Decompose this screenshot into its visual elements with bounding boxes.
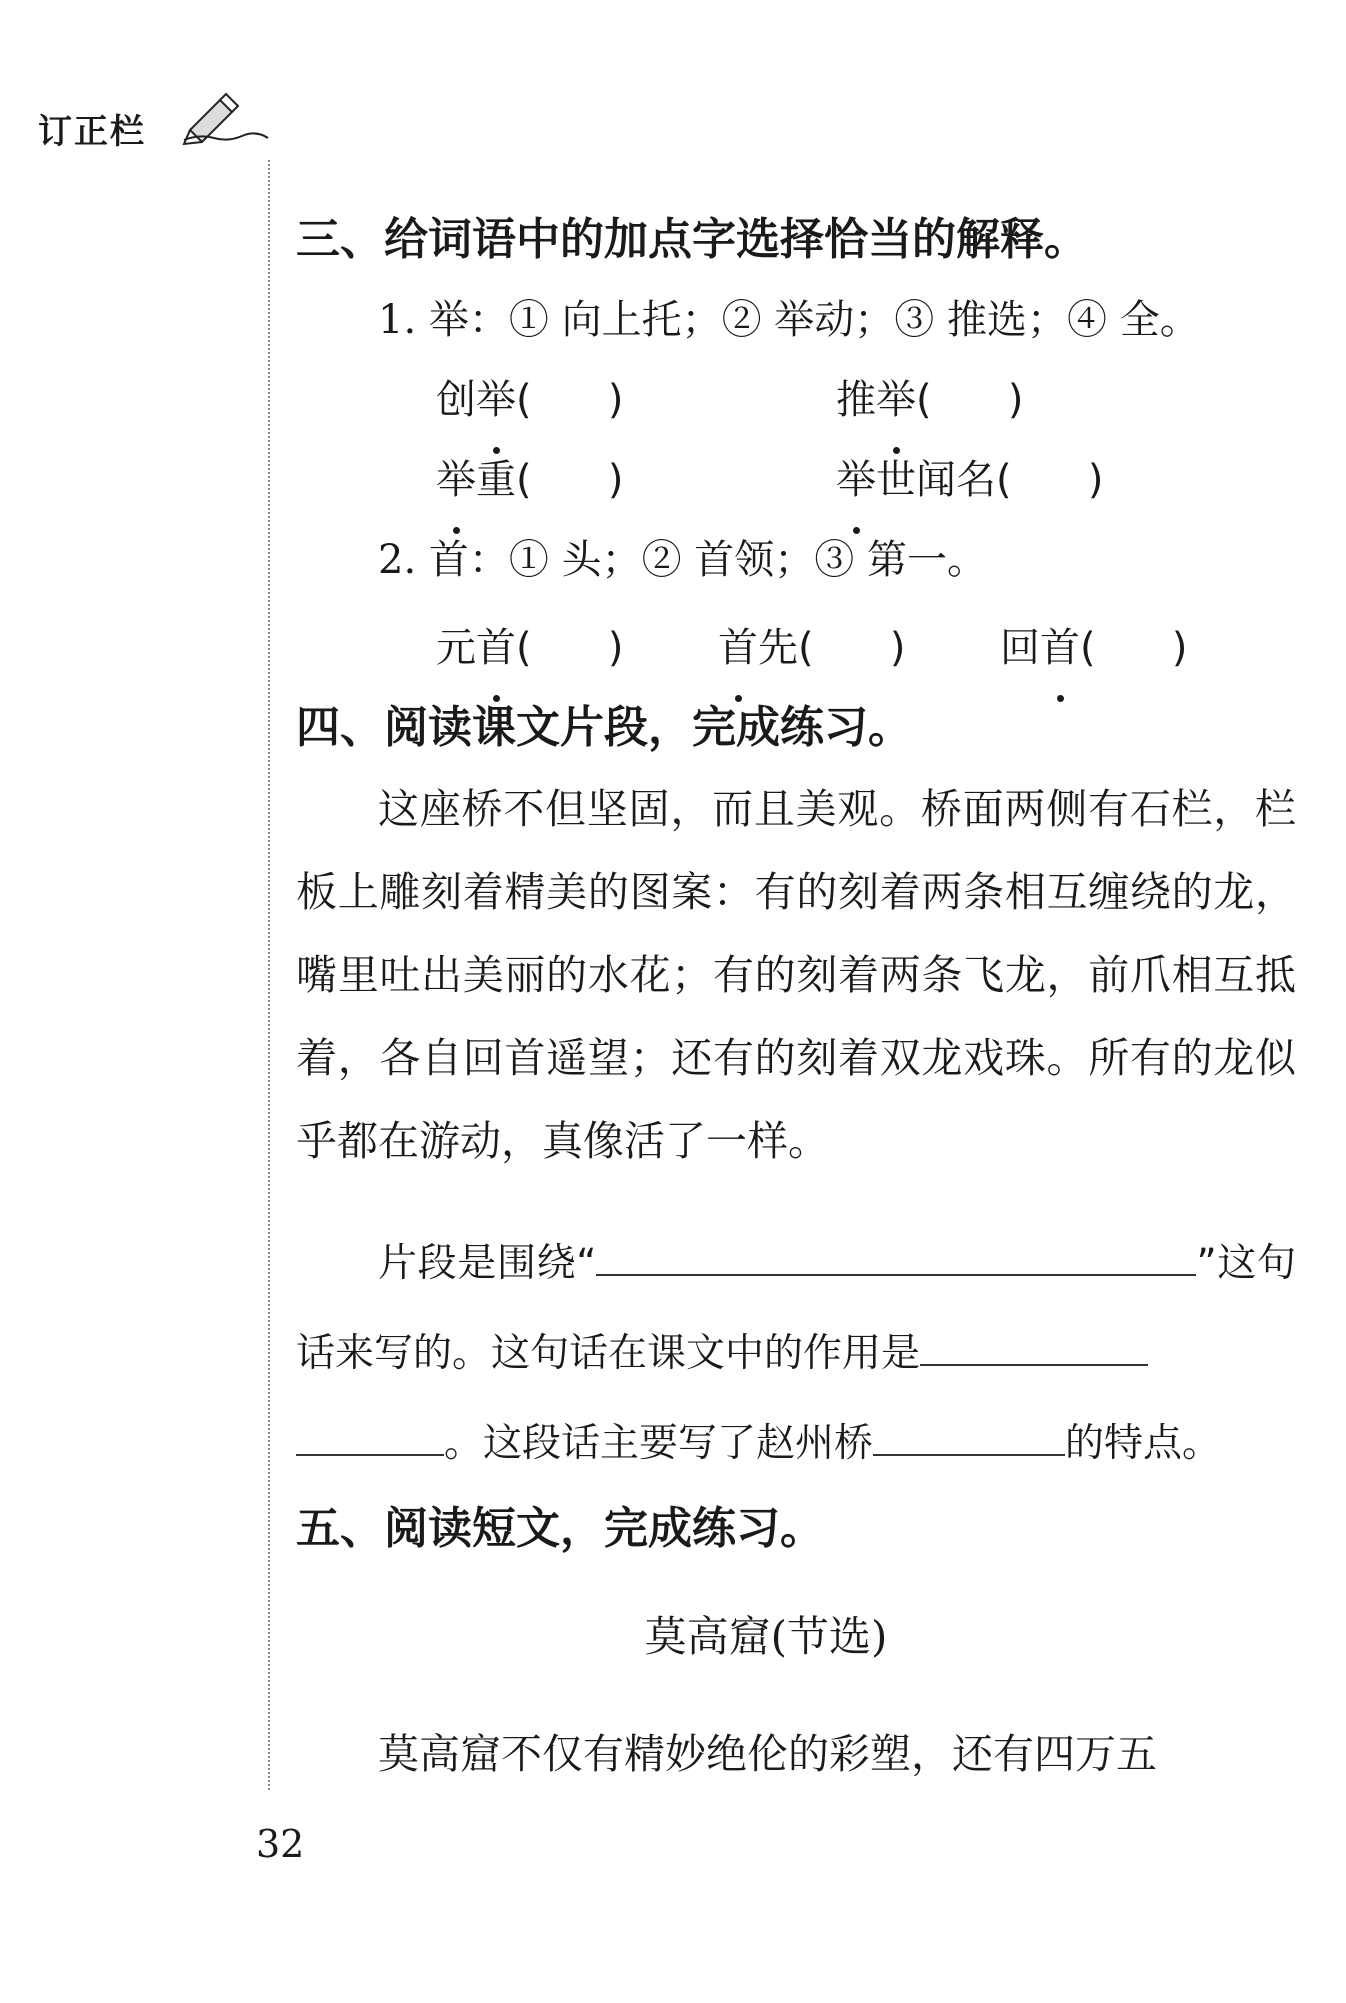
article-title: 莫高窟(节选) [644,1612,888,1661]
section4-heading: 四、阅读课文片段，完成练习。 [296,702,912,753]
q1-row2 [296,440,1296,520]
q2-row [296,608,1296,688]
q2-item: 首先( ) [718,608,1000,688]
dotted-char: 举 [876,360,916,440]
q2-item: 回首( ) [1000,608,1282,688]
dotted-char: 首 [718,608,758,688]
answer-blank[interactable]: ( ) [798,625,906,671]
section4-passage: 这座桥不但坚固，而且美观。桥面两侧有石栏，栏板上雕刻着精美的图案：有的刻着两条相互缠绕的龙，嘴里吐出美丽的水花；有的刻着两条飞龙，前爪相互抵着，各自回首遥望；还有的刻着双龙戏珠。所有的龙似乎都在游动，真像活了一样。 [296,785,1296,1165]
pencil-icon [180,90,270,146]
section5-passage: 莫高窟不仅有精妙绝伦的彩塑，还有四万五 [378,1730,1157,1778]
q1-item: 举世闻名( ) [836,440,1236,520]
answer-line[interactable] [873,1414,1065,1456]
correction-column-label: 订正栏 [38,112,146,152]
dotted-char: 首 [476,608,516,688]
answer-blank[interactable]: ( ) [516,625,624,671]
answer-line[interactable] [296,1414,444,1456]
answer-blank[interactable]: ( ) [916,377,1024,423]
answer-blank[interactable]: ( ) [1080,625,1188,671]
answer-line[interactable] [920,1324,1148,1366]
margin-divider [268,160,270,1790]
answer-blank[interactable]: ( ) [516,457,624,503]
page-number: 32 [256,1822,305,1866]
worksheet-content [296,200,1296,1796]
dotted-char: 举 [476,360,516,440]
dotted-char: 首 [1040,608,1080,688]
section3-heading: 三、给词语中的加点字选择恰当的解释。 [296,214,1088,265]
section4-question: 片段是围绕“ ”这句话来写的。这句话在课文中的作用是 。这段话主要写了赵州桥 的特点。 [296,1219,1296,1489]
q1-item: 举重( ) [436,440,836,520]
q1-row1 [296,360,1296,440]
q1-item: 推举( ) [836,360,1236,440]
q1-prompt: 1. 举：① 向上托；② 举动；③ 推选；④ 全。 [378,297,1200,343]
q1-item: 创举( ) [436,360,836,440]
section5-heading: 五、阅读短文，完成练习。 [296,1503,824,1554]
answer-blank[interactable]: ( ) [996,457,1104,503]
answer-line[interactable] [596,1234,1196,1276]
answer-blank[interactable]: ( ) [516,377,624,423]
dotted-char: 举 [836,440,876,520]
q2-prompt: 2. 首：① 头；② 首领；③ 第一。 [378,537,988,583]
q2-item: 元首( ) [436,608,718,688]
dotted-char: 举 [436,440,476,520]
